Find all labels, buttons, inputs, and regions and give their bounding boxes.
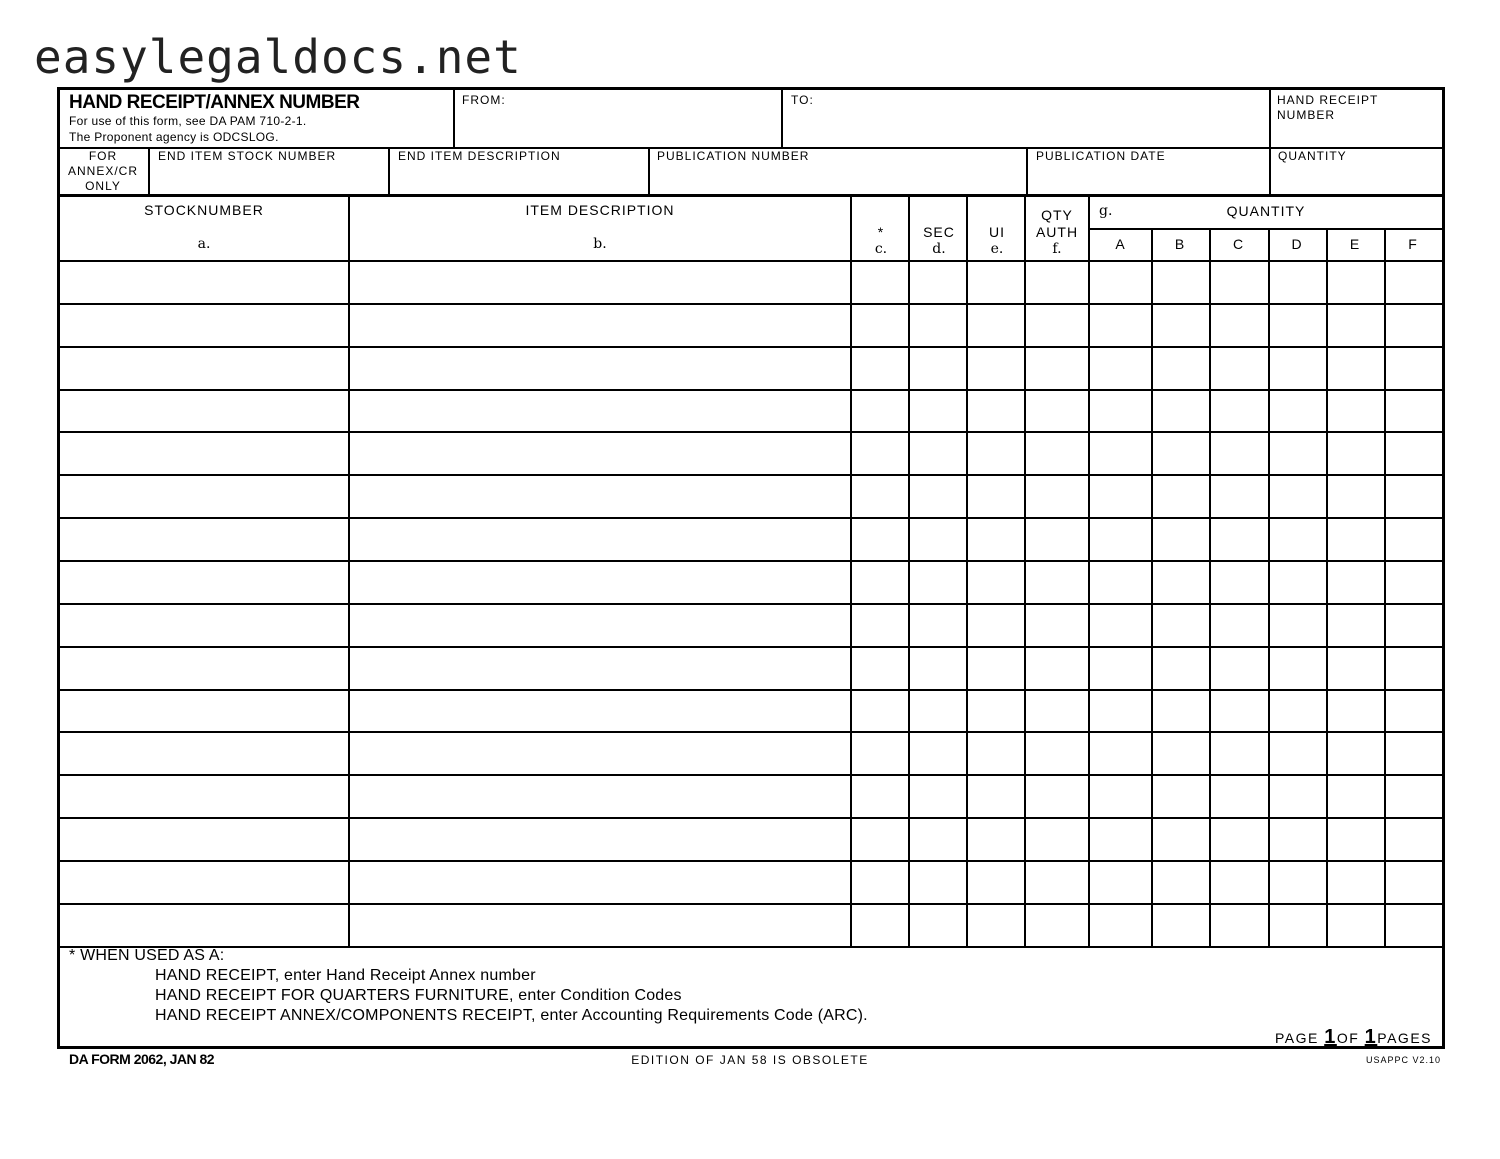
cell-qty-auth[interactable] (1026, 348, 1088, 389)
cell-star[interactable] (852, 519, 908, 560)
cell-qty-b[interactable] (1153, 348, 1209, 389)
cell-star[interactable] (852, 648, 908, 689)
cell-qty-b[interactable] (1153, 905, 1209, 946)
cell-qty-a[interactable] (1090, 819, 1151, 860)
cell-star[interactable] (852, 776, 908, 817)
table-row (60, 305, 1442, 346)
cell-qty-e[interactable] (1328, 819, 1384, 860)
cell-qty-a[interactable] (1090, 648, 1151, 689)
cell-sec[interactable] (910, 862, 966, 903)
cell-star[interactable] (852, 562, 908, 603)
cell-sec[interactable] (910, 519, 966, 560)
cell-item-description[interactable] (350, 776, 850, 817)
cell-qty-auth[interactable] (1026, 862, 1088, 903)
table-row (60, 519, 1442, 560)
cell-stock-number[interactable] (62, 305, 348, 346)
cell-qty-f[interactable] (1386, 862, 1442, 903)
cell-item-description[interactable] (350, 648, 850, 689)
cell-item-description[interactable] (350, 433, 850, 474)
col-stock-number-header: STOCKNUMBER (144, 202, 264, 218)
form-title: HAND RECEIPT/ANNEX NUMBER (69, 92, 360, 113)
cell-ui[interactable] (968, 862, 1024, 903)
cell-stock-number[interactable] (62, 262, 348, 303)
cell-qty-c[interactable] (1211, 348, 1268, 389)
cell-ui[interactable] (968, 733, 1024, 774)
cell-ui[interactable] (968, 819, 1024, 860)
cell-qty-f[interactable] (1386, 819, 1442, 860)
cell-ui[interactable] (968, 262, 1024, 303)
cell-ui[interactable] (968, 605, 1024, 646)
col-quantity-d: D (1291, 236, 1303, 252)
table-row (60, 391, 1442, 432)
cell-stock-number[interactable] (62, 733, 348, 774)
cell-qty-f[interactable] (1386, 391, 1442, 432)
cell-qty-auth[interactable] (1026, 733, 1088, 774)
end-item-description-label: END ITEM DESCRIPTION (398, 149, 561, 163)
cell-qty-auth[interactable] (1026, 391, 1088, 432)
cell-qty-e[interactable] (1328, 391, 1384, 432)
cell-ui[interactable] (968, 391, 1024, 432)
cell-qty-d[interactable] (1270, 305, 1326, 346)
cell-qty-b[interactable] (1153, 433, 1209, 474)
cell-qty-a[interactable] (1090, 776, 1151, 817)
cell-qty-a[interactable] (1090, 862, 1151, 903)
cell-qty-b[interactable] (1153, 776, 1209, 817)
cell-qty-a[interactable] (1090, 905, 1151, 946)
cell-qty-b[interactable] (1153, 476, 1209, 517)
hand-receipt-number-label: HAND RECEIPT NUMBER (1277, 93, 1379, 122)
pages-label: PAGES (1377, 1030, 1432, 1046)
cell-qty-c[interactable] (1211, 562, 1268, 603)
from-label: FROM: (462, 93, 506, 107)
cell-ui[interactable] (968, 348, 1024, 389)
publication-date-label: PUBLICATION DATE (1036, 149, 1166, 163)
col-ui-letter: e. (990, 241, 1004, 257)
cell-qty-d[interactable] (1270, 562, 1326, 603)
cell-item-description[interactable] (350, 305, 850, 346)
cell-qty-auth[interactable] (1026, 262, 1088, 303)
cell-qty-b[interactable] (1153, 562, 1209, 603)
cell-qty-auth[interactable] (1026, 562, 1088, 603)
table-row (60, 348, 1442, 389)
proponent-note: The Proponent agency is ODCSLOG. (69, 130, 279, 144)
col-sec-header: SEC (923, 224, 955, 240)
cell-sec[interactable] (910, 776, 966, 817)
cell-star[interactable] (852, 733, 908, 774)
cell-qty-c[interactable] (1211, 733, 1268, 774)
cell-qty-b[interactable] (1153, 605, 1209, 646)
cell-qty-c[interactable] (1211, 305, 1268, 346)
table-row (60, 862, 1442, 903)
col-star-header: * (877, 224, 885, 240)
cell-qty-d[interactable] (1270, 776, 1326, 817)
cell-qty-f[interactable] (1386, 433, 1442, 474)
edition-note: EDITION OF JAN 58 IS OBSOLETE (631, 1053, 869, 1067)
col-stock-number-letter: a. (197, 236, 211, 252)
cell-qty-d[interactable] (1270, 605, 1326, 646)
cell-qty-d[interactable] (1270, 391, 1326, 432)
cell-item-description[interactable] (350, 562, 850, 603)
col-item-description-header: ITEM DESCRIPTION (525, 202, 675, 218)
cell-qty-f[interactable] (1386, 776, 1442, 817)
cell-qty-d[interactable] (1270, 476, 1326, 517)
cell-qty-f[interactable] (1386, 519, 1442, 560)
cell-qty-e[interactable] (1328, 776, 1384, 817)
cell-qty-a[interactable] (1090, 691, 1151, 732)
cell-item-description[interactable] (350, 862, 850, 903)
cell-qty-d[interactable] (1270, 819, 1326, 860)
cell-sec[interactable] (910, 733, 966, 774)
cell-qty-d[interactable] (1270, 733, 1326, 774)
table-row (60, 605, 1442, 646)
cell-ui[interactable] (968, 519, 1024, 560)
cell-qty-c[interactable] (1211, 776, 1268, 817)
cell-item-description[interactable] (350, 819, 850, 860)
cell-sec[interactable] (910, 262, 966, 303)
note-line-2: HAND RECEIPT FOR QUARTERS FURNITURE, enter Condition Codes (155, 987, 682, 1004)
table-row (60, 905, 1442, 946)
cell-star[interactable] (852, 305, 908, 346)
cell-qty-auth[interactable] (1026, 305, 1088, 346)
cell-qty-a[interactable] (1090, 348, 1151, 389)
when-used-note: * WHEN USED AS A: (69, 947, 225, 964)
cell-qty-d[interactable] (1270, 862, 1326, 903)
cell-qty-f[interactable] (1386, 348, 1442, 389)
cell-qty-a[interactable] (1090, 391, 1151, 432)
cell-star[interactable] (852, 476, 908, 517)
cell-item-description[interactable] (350, 605, 850, 646)
cell-qty-e[interactable] (1328, 862, 1384, 903)
cell-qty-c[interactable] (1211, 262, 1268, 303)
cell-qty-auth[interactable] (1026, 476, 1088, 517)
cell-item-description[interactable] (350, 262, 850, 303)
cell-qty-f[interactable] (1386, 691, 1442, 732)
col-item-description-letter: b. (593, 236, 607, 252)
cell-item-description[interactable] (350, 905, 850, 946)
cell-qty-b[interactable] (1153, 648, 1209, 689)
cell-sec[interactable] (910, 819, 966, 860)
cell-stock-number[interactable] (62, 562, 348, 603)
of-label: OF (1336, 1030, 1360, 1046)
table-row (60, 776, 1442, 817)
cell-stock-number[interactable] (62, 648, 348, 689)
table-row (60, 562, 1442, 603)
cell-qty-c[interactable] (1211, 905, 1268, 946)
cell-ui[interactable] (968, 562, 1024, 603)
cell-qty-c[interactable] (1211, 433, 1268, 474)
cell-stock-number[interactable] (62, 391, 348, 432)
cell-star[interactable] (852, 433, 908, 474)
cell-ui[interactable] (968, 433, 1024, 474)
cell-qty-f[interactable] (1386, 476, 1442, 517)
col-sec-letter: d. (932, 241, 946, 257)
cell-qty-d[interactable] (1270, 433, 1326, 474)
table-row (60, 433, 1442, 474)
page-indicator (1275, 1026, 1432, 1049)
publication-number-label: PUBLICATION NUMBER (657, 149, 810, 163)
cell-stock-number[interactable] (62, 476, 348, 517)
use-note: For use of this form, see DA PAM 710-2-1. (69, 114, 307, 128)
cell-item-description[interactable] (350, 391, 850, 432)
page-number: 1 (1324, 1026, 1337, 1048)
cell-item-description[interactable] (350, 519, 850, 560)
col-quantity-e: E (1349, 236, 1361, 252)
watermark: easylegaldocs.net (34, 30, 522, 84)
cell-qty-a[interactable] (1090, 476, 1151, 517)
cell-stock-number[interactable] (62, 776, 348, 817)
cell-star[interactable] (852, 862, 908, 903)
cell-qty-d[interactable] (1270, 905, 1326, 946)
cell-qty-c[interactable] (1211, 605, 1268, 646)
cell-qty-d[interactable] (1270, 648, 1326, 689)
item-grid (60, 90, 1442, 1046)
cell-qty-auth[interactable] (1026, 433, 1088, 474)
cell-qty-f[interactable] (1386, 733, 1442, 774)
cell-qty-b[interactable] (1153, 733, 1209, 774)
cell-qty-a[interactable] (1090, 305, 1151, 346)
cell-star[interactable] (852, 905, 908, 946)
cell-sec[interactable] (910, 348, 966, 389)
end-item-quantity-label: QUANTITY (1278, 149, 1347, 163)
cell-qty-f[interactable] (1386, 562, 1442, 603)
page-label: PAGE (1274, 1030, 1319, 1046)
cell-qty-d[interactable] (1270, 519, 1326, 560)
cell-item-description[interactable] (350, 476, 850, 517)
cell-qty-c[interactable] (1211, 391, 1268, 432)
cell-qty-auth[interactable] (1026, 776, 1088, 817)
cell-qty-auth[interactable] (1026, 819, 1088, 860)
table-row (60, 476, 1442, 517)
cell-stock-number[interactable] (62, 905, 348, 946)
cell-qty-a[interactable] (1090, 433, 1151, 474)
cell-qty-auth[interactable] (1026, 905, 1088, 946)
for-annex-cr-only-label: FOR ANNEX/CR ONLY (67, 149, 138, 193)
cell-stock-number[interactable] (62, 433, 348, 474)
cell-qty-e[interactable] (1328, 476, 1384, 517)
cell-star[interactable] (852, 262, 908, 303)
hand-receipt-form (57, 87, 1445, 1049)
cell-qty-auth[interactable] (1026, 605, 1088, 646)
cell-qty-e[interactable] (1328, 348, 1384, 389)
cell-ui[interactable] (968, 648, 1024, 689)
cell-qty-e[interactable] (1328, 733, 1384, 774)
cell-qty-auth[interactable] (1026, 648, 1088, 689)
cell-qty-e[interactable] (1328, 433, 1384, 474)
table-row (60, 262, 1442, 303)
cell-qty-e[interactable] (1328, 262, 1384, 303)
cell-star[interactable] (852, 348, 908, 389)
col-quantity-c: C (1232, 236, 1245, 252)
cell-star[interactable] (852, 819, 908, 860)
page-total: 1 (1364, 1026, 1378, 1048)
cell-qty-c[interactable] (1211, 519, 1268, 560)
note-line-1: HAND RECEIPT, enter Hand Receipt Annex number (155, 967, 536, 984)
cell-sec[interactable] (910, 433, 966, 474)
cell-stock-number[interactable] (62, 519, 348, 560)
cell-qty-e[interactable] (1328, 605, 1384, 646)
grid-row-divider (60, 946, 1442, 948)
cell-qty-b[interactable] (1153, 819, 1209, 860)
cell-star[interactable] (852, 691, 908, 732)
col-quantity-b: B (1174, 236, 1186, 252)
cell-qty-a[interactable] (1090, 519, 1151, 560)
col-ui-header: UI (989, 224, 1005, 240)
end-item-stock-number-label: END ITEM STOCK NUMBER (158, 149, 337, 163)
cell-qty-d[interactable] (1270, 691, 1326, 732)
cell-sec[interactable] (910, 905, 966, 946)
cell-item-description[interactable] (350, 348, 850, 389)
cell-ui[interactable] (968, 905, 1024, 946)
table-row (60, 733, 1442, 774)
cell-stock-number[interactable] (62, 691, 348, 732)
col-quantity-header: QUANTITY (1226, 203, 1306, 219)
cell-qty-f[interactable] (1386, 905, 1442, 946)
cell-qty-a[interactable] (1090, 605, 1151, 646)
cell-qty-a[interactable] (1090, 262, 1151, 303)
cell-qty-e[interactable] (1328, 562, 1384, 603)
cell-sec[interactable] (910, 691, 966, 732)
cell-qty-c[interactable] (1211, 648, 1268, 689)
cell-sec[interactable] (910, 648, 966, 689)
cell-qty-e[interactable] (1328, 519, 1384, 560)
cell-qty-b[interactable] (1153, 519, 1209, 560)
version-note: USAPPC V2.10 (1366, 1055, 1442, 1065)
cell-qty-b[interactable] (1153, 691, 1209, 732)
cell-qty-b[interactable] (1153, 862, 1209, 903)
col-star-letter: c. (874, 241, 888, 257)
cell-ui[interactable] (968, 776, 1024, 817)
cell-qty-auth[interactable] (1026, 691, 1088, 732)
cell-qty-e[interactable] (1328, 691, 1384, 732)
cell-item-description[interactable] (350, 691, 850, 732)
to-label: TO: (791, 93, 814, 107)
cell-qty-d[interactable] (1270, 348, 1326, 389)
cell-qty-c[interactable] (1211, 862, 1268, 903)
col-qty-auth-letter: f. (1052, 241, 1062, 257)
cell-qty-e[interactable] (1328, 905, 1384, 946)
cell-ui[interactable] (968, 476, 1024, 517)
col-g-letter: g. (1099, 203, 1113, 219)
cell-sec[interactable] (910, 476, 966, 517)
col-qty-auth-header: QTY AUTH (1035, 207, 1079, 240)
table-row (60, 819, 1442, 860)
cell-stock-number[interactable] (62, 862, 348, 903)
cell-stock-number[interactable] (62, 605, 348, 646)
cell-ui[interactable] (968, 691, 1024, 732)
cell-qty-f[interactable] (1386, 648, 1442, 689)
cell-qty-a[interactable] (1090, 733, 1151, 774)
cell-qty-e[interactable] (1328, 648, 1384, 689)
cell-item-description[interactable] (350, 733, 850, 774)
cell-qty-b[interactable] (1153, 262, 1209, 303)
cell-qty-e[interactable] (1328, 305, 1384, 346)
cell-sec[interactable] (910, 391, 966, 432)
table-row (60, 648, 1442, 689)
note-line-3: HAND RECEIPT ANNEX/COMPONENTS RECEIPT, enter Accounting Requirements Code (ARC). (155, 1007, 868, 1024)
cell-qty-a[interactable] (1090, 562, 1151, 603)
cell-star[interactable] (852, 605, 908, 646)
cell-sec[interactable] (910, 305, 966, 346)
cell-qty-auth[interactable] (1026, 519, 1088, 560)
cell-sec[interactable] (910, 605, 966, 646)
cell-qty-d[interactable] (1270, 262, 1326, 303)
cell-stock-number[interactable] (62, 819, 348, 860)
col-quantity-f: F (1408, 236, 1418, 252)
cell-qty-c[interactable] (1211, 819, 1268, 860)
form-id: DA FORM 2062, JAN 82 (69, 1051, 215, 1067)
cell-sec[interactable] (910, 562, 966, 603)
cell-qty-c[interactable] (1211, 476, 1268, 517)
col-quantity-a: A (1115, 236, 1126, 252)
cell-qty-c[interactable] (1211, 691, 1268, 732)
table-row (60, 691, 1442, 732)
cell-qty-b[interactable] (1153, 305, 1209, 346)
cell-ui[interactable] (968, 305, 1024, 346)
cell-qty-b[interactable] (1153, 391, 1209, 432)
cell-qty-f[interactable] (1386, 605, 1442, 646)
cell-qty-f[interactable] (1386, 262, 1442, 303)
cell-qty-f[interactable] (1386, 305, 1442, 346)
cell-stock-number[interactable] (62, 348, 348, 389)
cell-star[interactable] (852, 391, 908, 432)
